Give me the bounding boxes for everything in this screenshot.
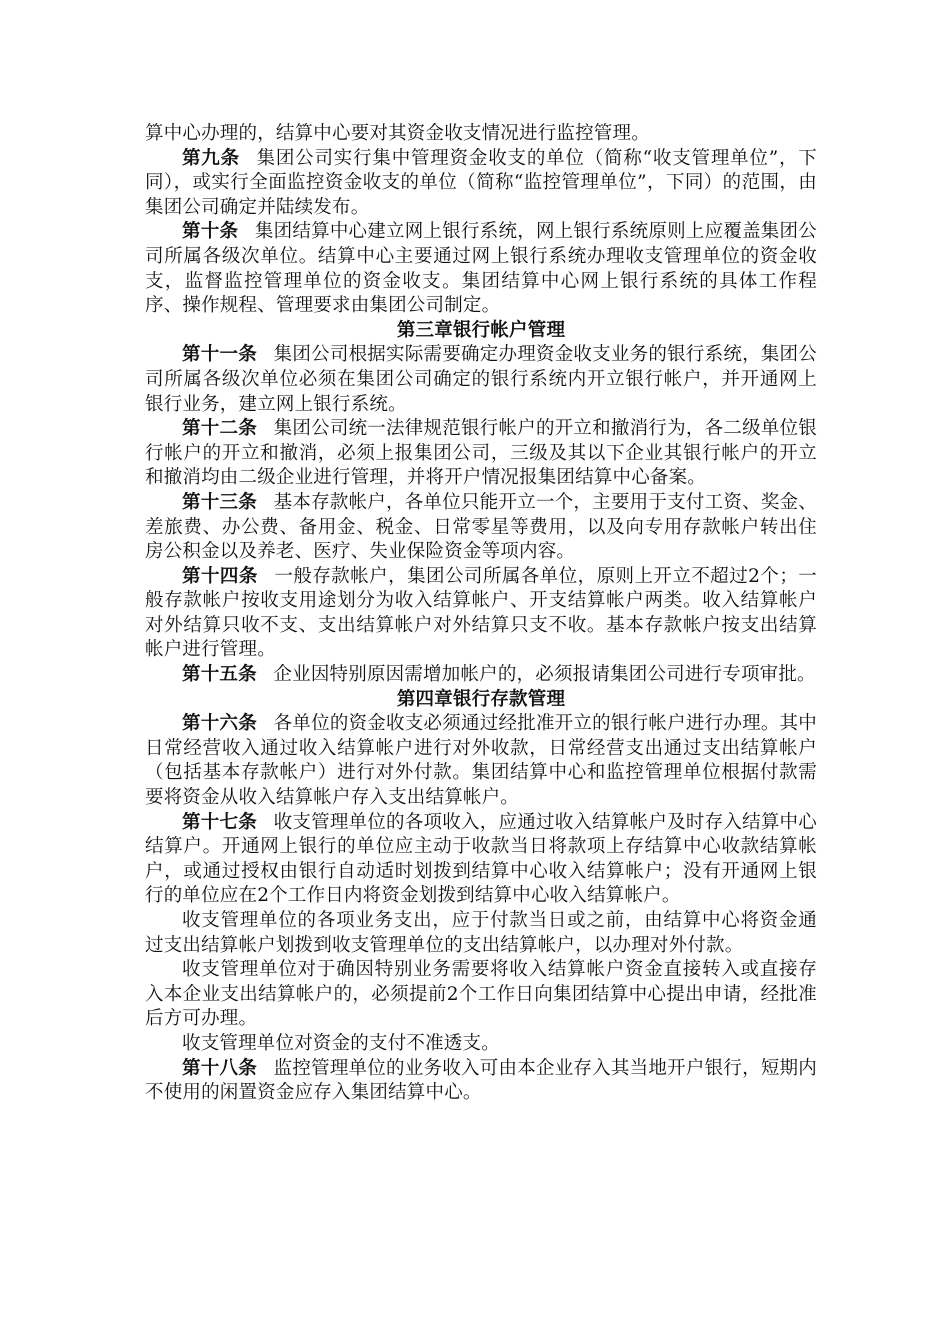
article-paragraph (145, 147, 817, 221)
article-label: 第十七条 (182, 811, 257, 833)
article-paragraph (145, 1057, 817, 1106)
article-label: 第十一条 (182, 344, 257, 366)
article-label: 第十五条 (182, 664, 257, 686)
article-label: 第十二条 (182, 418, 257, 440)
article-label: 第十四条 (182, 565, 258, 587)
article-text: 监控管理单位的业务收入可由本企业存入其当地开户银行，短期内不使用的闲置资金应存入集团结算中心。 (145, 1057, 817, 1104)
article-text: 企业因特别原因需增加帐户的，必须报请集团公司进行专项审批。 (273, 664, 816, 686)
article-paragraph (145, 565, 817, 663)
article-text: 基本存款帐户，各单位只能开立一个，主要用于支付工资、奖金、差旅费、办公费、备用金、税金、日常零星等费用，以及向专用存款帐户转出住房公积金以及养老、医疗、失业保险资金等项内容。 (145, 491, 817, 563)
article-paragraph (145, 220, 817, 318)
article-text: 收支管理单位对资金的支付不准透支。 (182, 1032, 500, 1054)
article-paragraph (145, 712, 817, 810)
article-text: 收支管理单位对于确因特别业务需要将收入结算帐户资金直接转入或直接存入本企业支出结算帐户的，必须提前2个工作日向集团结算中心提出申请，经批准后方可办理。 (145, 959, 817, 1030)
article-paragraph (145, 491, 817, 565)
article-text: 收支管理单位的各项业务支出，应于付款当日或之前，由结算中心将资金通过支出结算帐户划拨到收支管理单位的支出结算帐户，以办理对外付款。 (145, 910, 817, 956)
article-text: 收支管理单位的各项收入，应通过收入结算帐户及时存入结算中心结算户。开通网上银行的单位应主动于收款当日将款项上存结算中心收款结算帐户，或通过授权由银行自动适时划拨到结算中心收入结算帐户；没有开通网上银行的单位应在2个工作日内将资金划拨到结算中心收入结算帐户。 (145, 811, 817, 907)
chapter-heading: 第三章银行帐户管理 (396, 319, 566, 341)
article-text: 集团公司根据实际需要确定办理资金收支业务的银行系统，集团公司所属各级次单位必须在集团公司确定的银行系统内开立银行帐户，并开通网上银行业务，建立网上银行系统。 (145, 344, 817, 415)
article-text: 一般存款帐户，集团公司所属各单位，原则上开立不超过2个；一般存款帐户按收支用途划分为收入结算帐户、开支结算帐户两类。收入结算帐户对外结算只收不支、支出结算帐户对外结算只支不收。基本存款帐户按支出结算帐户进行管理。 (145, 565, 817, 661)
article-paragraph (145, 343, 817, 417)
article-text: 算中心办理的，结算中心要对其资金收支情况进行监控管理。 (145, 123, 650, 144)
chapter-heading: 第四章银行存款管理 (396, 688, 566, 710)
article-text: 集团公司实行集中管理资金收支的单位（简称“收支管理单位”，下同），或实行全面监控资金收支的单位（简称“监控管理单位”，下同）的范围，由集团公司确定并陆续发布。 (145, 147, 817, 218)
article-label: 第十六条 (182, 713, 257, 735)
article-label: 第十八条 (182, 1057, 257, 1079)
article-text: 各单位的资金收支必须通过经批准开立的银行帐户进行办理。其中日常经营收入通过收入结算帐户进行对外收款，日常经营支出通过支出结算帐户（包括基本存款帐户）进行对外付款。集团结算中心和监控管理单位根据付款需要将资金从收入结算帐户存入支出结算帐户。 (145, 713, 817, 809)
article-text: 集团公司统一法律规范银行帐户的开立和撤消行为，各二级单位银行帐户的开立和撤消，必须上报集团公司，三级及其以下企业其银行帐户的开立和撤消均由二级企业进行管理，并将开户情况报集团结算中心备案。 (145, 418, 817, 489)
article-paragraph (145, 958, 817, 1032)
article-label: 第九条 (182, 147, 240, 169)
article-label: 第十三条 (182, 491, 257, 513)
article-paragraph (145, 663, 817, 688)
article-paragraph (145, 1032, 817, 1057)
article-text: 集团结算中心建立网上银行系统，网上银行系统原则上应覆盖集团公司所属各级次单位。结算中心主要通过网上银行系统办理收支管理单位的资金收支，监督监控管理单位的资金收支。集团结算中心网上银行系统的具体工作程序、操作规程、管理要求由集团公司制定。 (145, 221, 817, 317)
document-page (145, 122, 817, 1106)
article-paragraph (145, 122, 817, 147)
article-paragraph (145, 417, 817, 491)
article-label: 第十条 (182, 221, 239, 243)
article-paragraph (145, 811, 817, 909)
article-paragraph (145, 909, 817, 958)
